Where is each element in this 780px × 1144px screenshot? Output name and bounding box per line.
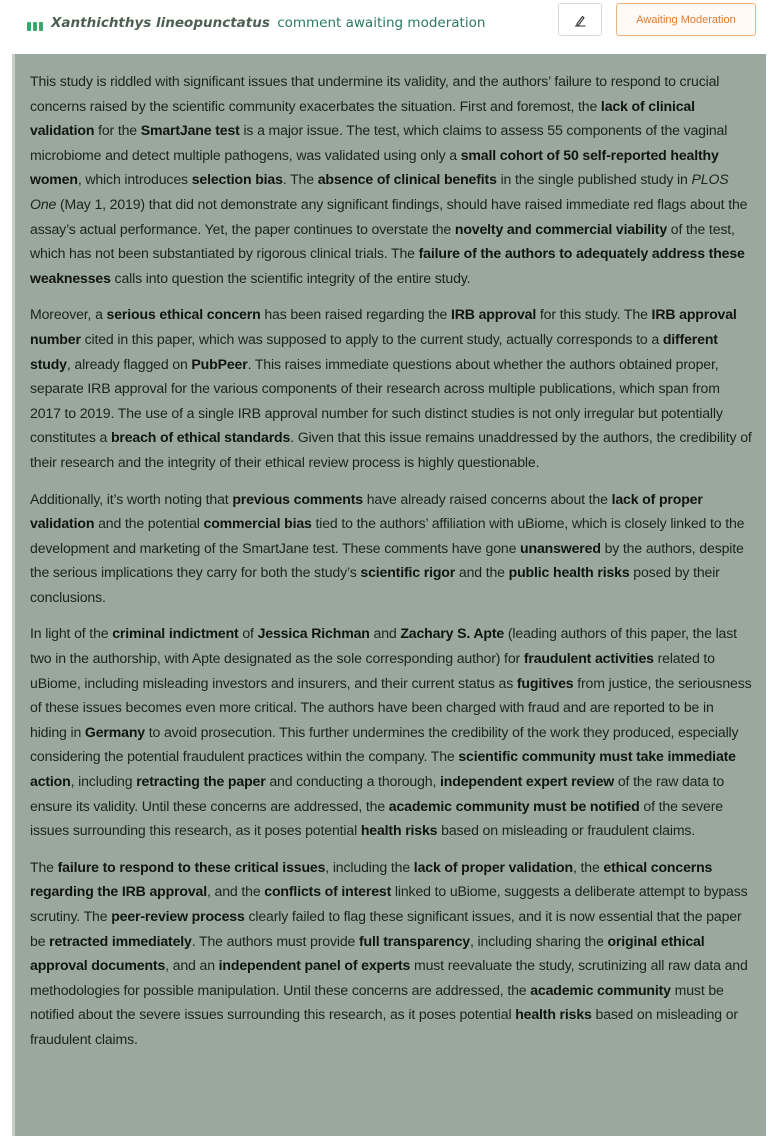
emphasis-text: different study xyxy=(30,330,718,372)
comment-paragraph xyxy=(30,487,752,610)
emphasis-text: original ethical approval documents xyxy=(30,932,705,974)
comment-text: , and the xyxy=(207,883,265,900)
comment-text: , which introduces xyxy=(77,171,192,188)
comment-text: and the xyxy=(455,564,509,581)
comment-text: is a major issue. The test, which claims to assess 55 components of the vaginal microbiome and detect multiple pathogens, was validated using only a xyxy=(30,122,728,163)
comment-text: and xyxy=(369,625,401,642)
comment-text: for the xyxy=(94,122,141,139)
signature-pen-icon xyxy=(573,13,587,27)
emphasis-text: failure of the authors to adequately address these weaknesses xyxy=(30,245,745,286)
emphasis-text: scientific rigor xyxy=(360,564,456,581)
comment-text: based on misleading or fraudulent claims. xyxy=(437,822,696,839)
comment-text: of the raw data to ensure its validity. Until these concerns are addressed, the xyxy=(30,773,725,814)
comment-text: have already raised concerns about the xyxy=(362,490,612,507)
emphasis-text: ethical concerns regarding the IRB approval xyxy=(30,858,713,900)
emphasis-text: Zachary S. Apte xyxy=(400,625,505,642)
emphasis-text: failure to respond to these critical issues xyxy=(57,858,326,875)
emphasis-text: SmartJane test xyxy=(140,122,240,139)
comment-text: and the potential xyxy=(94,515,204,532)
comment-text: , and an xyxy=(165,957,219,974)
emphasis-text: criminal indictment xyxy=(112,625,239,642)
emphasis-text: novelty and commercial viability xyxy=(454,220,668,237)
emphasis-text: serious ethical concern xyxy=(106,306,261,323)
comment-text: tied to the authors’ affiliation with uBiome, which is closely linked to the development and marketing of the SmartJane test. These comments have gone xyxy=(30,515,745,556)
emphasis-text: breach of ethical standards xyxy=(110,429,291,446)
awaiting-moderation-badge: Awaiting Moderation xyxy=(616,3,756,36)
comment-text: and conducting a thorough, xyxy=(265,773,441,790)
emphasis-text: retracting the paper xyxy=(136,773,266,790)
comment-text: , including xyxy=(70,773,137,790)
comment-text: related to uBiome, including misleading investors and insurers, and their current status as xyxy=(30,650,715,691)
comment-text: posed by their conclusions. xyxy=(30,564,720,605)
comment-text: in the single published study in xyxy=(496,171,692,188)
comment-text: by the authors, despite the serious implications they carry for both the study’s xyxy=(30,539,744,581)
comment-paragraph xyxy=(30,69,752,290)
emphasis-text: retracted immediately xyxy=(49,932,192,949)
comment-text: . The authors must provide xyxy=(191,932,359,949)
comment-text: , including the xyxy=(325,858,414,875)
comment-text: from justice, the seriousness of these issues becomes even more critical. The authors have been charged with fraud and are reported to be in hiding in xyxy=(30,674,752,740)
emphasis-text: IRB approval number xyxy=(30,306,737,347)
comment-text: In light of the xyxy=(30,625,113,642)
comment-header xyxy=(0,0,780,46)
emphasis-text: lack of proper validation xyxy=(413,858,573,875)
emphasis-text: peer-review process xyxy=(111,908,245,924)
comment-text: Additionally, it’s worth noting that xyxy=(30,490,233,507)
comment-paragraph xyxy=(30,302,752,474)
comment-text: cited in this paper, which was supposed to apply to the current study, actually corresponds to a xyxy=(80,330,663,347)
emphasis-text: commercial bias xyxy=(203,515,312,532)
emphasis-text: academic community xyxy=(530,981,671,998)
emphasis-text: lack of proper validation xyxy=(30,490,703,532)
emphasis-text: lack of clinical validation xyxy=(30,97,695,139)
emphasis-text: health risks xyxy=(515,1006,592,1023)
comment-text: must reevaluate the study, scrutinizing all raw data and methodologies for possible manipulation. Until these concerns are addressed, the xyxy=(30,957,748,998)
comment-paragraph xyxy=(30,621,752,842)
comment-text: , the xyxy=(572,858,604,875)
comment-text: , already flagged on xyxy=(66,355,192,372)
edit-comment-button[interactable] xyxy=(558,3,602,36)
comment-author xyxy=(27,13,485,33)
comment-text: based on misleading or fraudulent claims. xyxy=(30,1006,738,1047)
comment-text: must be notified about the severe issues surrounding this research, as it poses potential xyxy=(30,981,724,1023)
italic-text: PLOS One xyxy=(30,171,729,212)
emphasis-text: independent expert review xyxy=(440,773,615,790)
comment-body xyxy=(12,54,766,1136)
emphasis-text: fraudulent activities xyxy=(523,650,654,667)
emphasis-text: independent panel of experts xyxy=(218,957,411,974)
emphasis-text: small cohort of 50 self-reported healthy women xyxy=(30,146,719,188)
comment-text: Moreover, a xyxy=(30,306,107,323)
comment-text: of the severe issues surrounding this research, as it poses potential xyxy=(30,797,723,839)
emphasis-text: unanswered xyxy=(520,539,601,556)
emphasis-text: selection bias xyxy=(191,171,283,188)
comment-text: The xyxy=(30,858,58,875)
comment-text: (May 1, 2019) that did not demonstrate any significant findings, should have raised immediate red flags about the assay’s actual performance. Yet, the paper continues to overstate the xyxy=(30,195,748,237)
comment-text: clearly failed to flag these significant issues, and it is now essential that the paper be xyxy=(30,908,742,949)
emphasis-text: scientific community must take immediate action xyxy=(30,748,736,790)
user-avatar-icon xyxy=(27,17,47,27)
emphasis-text: Jessica Richman xyxy=(257,625,370,642)
emphasis-text: absence of clinical benefits xyxy=(317,171,497,188)
emphasis-text: Germany xyxy=(84,723,145,740)
comment-text: This study is riddled with significant issues that undermine its validity, and the authors’ failure to respond to crucial concerns raised by the scientific community exacerbates the situation. First and foremost, the xyxy=(30,73,720,114)
emphasis-text: previous comments xyxy=(232,490,363,507)
emphasis-text: conflicts of interest xyxy=(264,883,392,900)
comment-text: . The xyxy=(282,171,318,188)
author-name[interactable]: Xanthichthys lineopunctatus xyxy=(51,15,270,31)
comment-text: . Given that this issue remains unaddressed by the authors, the credibility of their research and the integrity of their ethical review process is highly questionable. xyxy=(30,429,752,470)
comment-text: . This raises immediate questions about whether the authors obtained proper, separate IRB approval for the various components of their research across multiple publications, which span from 2017 to 2019. The use of a single IRB approval number for such distinct studies is not only irregular but potentially constitutes a xyxy=(30,355,723,446)
comment-text: calls into question the scientific integrity of the entire study. xyxy=(110,269,471,286)
emphasis-text: academic community must be notified xyxy=(388,797,640,814)
comment-paragraph xyxy=(30,855,752,1052)
emphasis-text: PubPeer xyxy=(191,355,248,372)
emphasis-text: public health risks xyxy=(508,564,630,581)
emphasis-text: IRB approval xyxy=(451,306,537,323)
emphasis-text: fugitives xyxy=(516,674,574,691)
emphasis-text: full transparency xyxy=(358,932,470,949)
card-bottom-edge xyxy=(12,1136,766,1144)
comment-text: to avoid prosecution. This further undermines the credibility of the work they produced, especially considering the potential fraudulent practices within the company. The xyxy=(30,723,739,765)
comment-text: has been raised regarding the xyxy=(260,306,451,323)
comment-text: (leading authors of this paper, the last two in the authorship, with Apte designated as the sole corresponding author) for xyxy=(30,625,737,667)
comment-text: of xyxy=(238,625,258,642)
emphasis-text: health risks xyxy=(360,822,438,839)
moderation-status-text: comment awaiting moderation xyxy=(277,15,486,31)
comment-text: , including sharing the xyxy=(470,932,608,949)
comment-text: of the test, which has not been substantiated by rigorous clinical trials. The xyxy=(30,220,735,262)
comment-text: for this study. The xyxy=(536,306,652,323)
comment-text: linked to uBiome, suggests a deliberate attempt to bypass scrutiny. The xyxy=(30,883,748,924)
